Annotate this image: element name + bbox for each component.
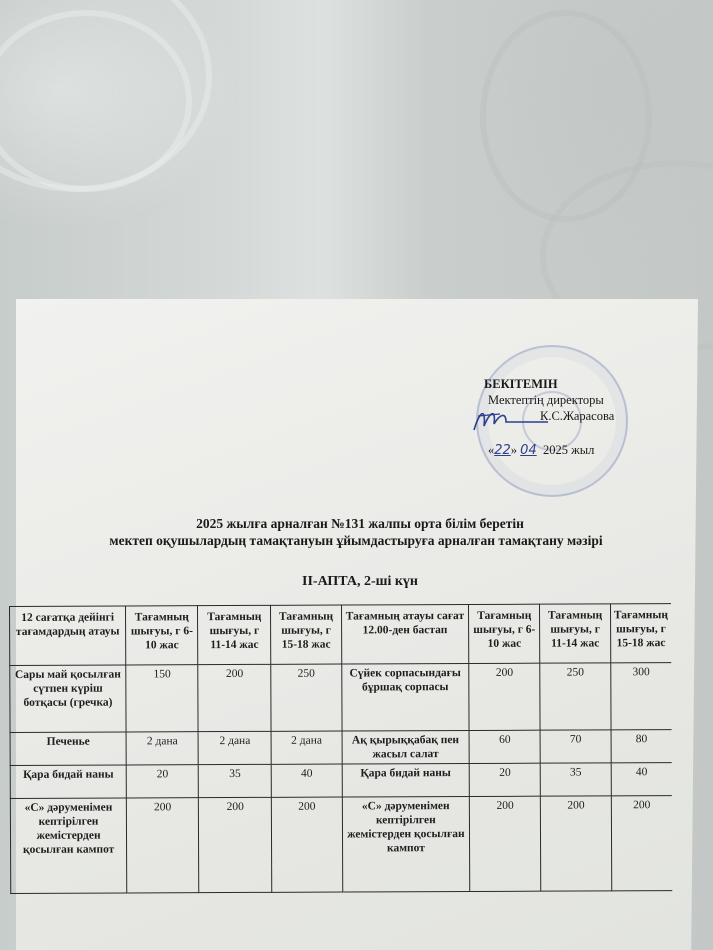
portion-cell: 40 [271,764,342,797]
portion-cell: 200 [469,663,541,730]
portion-cell: 250 [540,663,611,730]
portion-cell: 60 [469,730,540,763]
header-afternoon-dish: Тағамның атауы сағат 12.00-ден бастап [341,604,469,664]
date-day: 22 [494,443,511,458]
afternoon-dish-cell: Ақ қырыққабақ пен жасыл салат [342,730,470,764]
portion-cell: 2 дана [198,731,271,764]
header-morning-dish: 12 сағатқа дейінгі тағамдардың атауы [10,606,126,666]
afternoon-dish-cell: Қара бидай наны [342,763,470,797]
document-title-line-1: 2025 жылға арналған №131 жалпы орта білім беретін [196,516,524,531]
portion-cell: 2 дана [126,732,198,765]
header-afternoon-6-10: Тағамның шығуы, г 6-10 жас [469,604,541,663]
portion-cell: 35 [541,763,612,796]
morning-dish-cell: Печенье [10,732,126,766]
portion-cell: 150 [126,665,198,732]
date-open-quote: « [488,443,495,457]
portion-cell: 200 [272,797,343,892]
header-morning-15-18: Тағамның шығуы, г 15-18 жас [271,605,342,664]
header-morning-11-14: Тағамның шығуы, г 11-14 жас [198,605,271,664]
portion-cell: 200 [541,796,612,891]
portion-cell: 200 [611,796,672,891]
portion-cell: 200 [127,798,200,893]
header-afternoon-11-14: Тағамның шығуы, г 11-14 жас [540,604,611,663]
afternoon-dish-cell: «С» дәруменімен кептірілген жемістерден қосылған кампот [342,796,470,892]
date-close-quote: » [510,443,518,457]
table-row [10,763,672,799]
portion-cell: 70 [540,730,611,763]
week-day-label: ІІ-АПТА, 2-ші күн [302,574,418,589]
portion-cell: 40 [611,763,672,796]
portion-cell: 35 [199,764,272,797]
portion-cell: 200 [469,796,541,891]
menu-table [9,603,672,894]
morning-dish-cell: Сары май қосылған сүтпен күріш ботқасы (гречка) [10,665,126,733]
portion-cell: 250 [271,664,342,731]
portion-cell: 20 [126,765,198,798]
portion-cell: 200 [198,664,271,731]
header-morning-6-10: Тағамның шығуы, г 6-10 жас [126,606,198,665]
portion-cell: 2 дана [271,731,342,764]
portion-cell: 20 [469,763,540,796]
morning-dish-cell: Қара бидай наны [10,765,126,799]
approval-title: БЕКІТЕМІН [484,377,558,391]
date-month: 04 [520,443,537,458]
morning-dish-cell: «С» дәруменімен кептірілген жемістерден қосылған кампот [10,798,127,894]
portion-cell: 200 [199,797,272,892]
approval-block [484,376,644,459]
date-year: 2025 жыл [542,443,595,457]
document-title-line-2: мектеп оқушылардың тамақтануын ұйымдастыруға арналған тамақтану мәзірі [109,533,603,548]
portion-cell: 80 [611,730,672,763]
table-row [10,796,672,894]
afternoon-dish-cell: Сүйек сорпасындағы бұршақ сорпасы [341,663,469,731]
header-afternoon-15-18: Тағамның шығуы, г 15-18 жас [610,604,671,663]
portion-cell: 300 [611,663,672,730]
table-row [10,663,672,733]
table-header-row [10,604,672,666]
table-row [10,730,672,766]
approval-date [484,442,644,459]
director-name: К.С.Жарасова [540,409,615,423]
approval-role: Мектептің директоры [488,393,604,407]
